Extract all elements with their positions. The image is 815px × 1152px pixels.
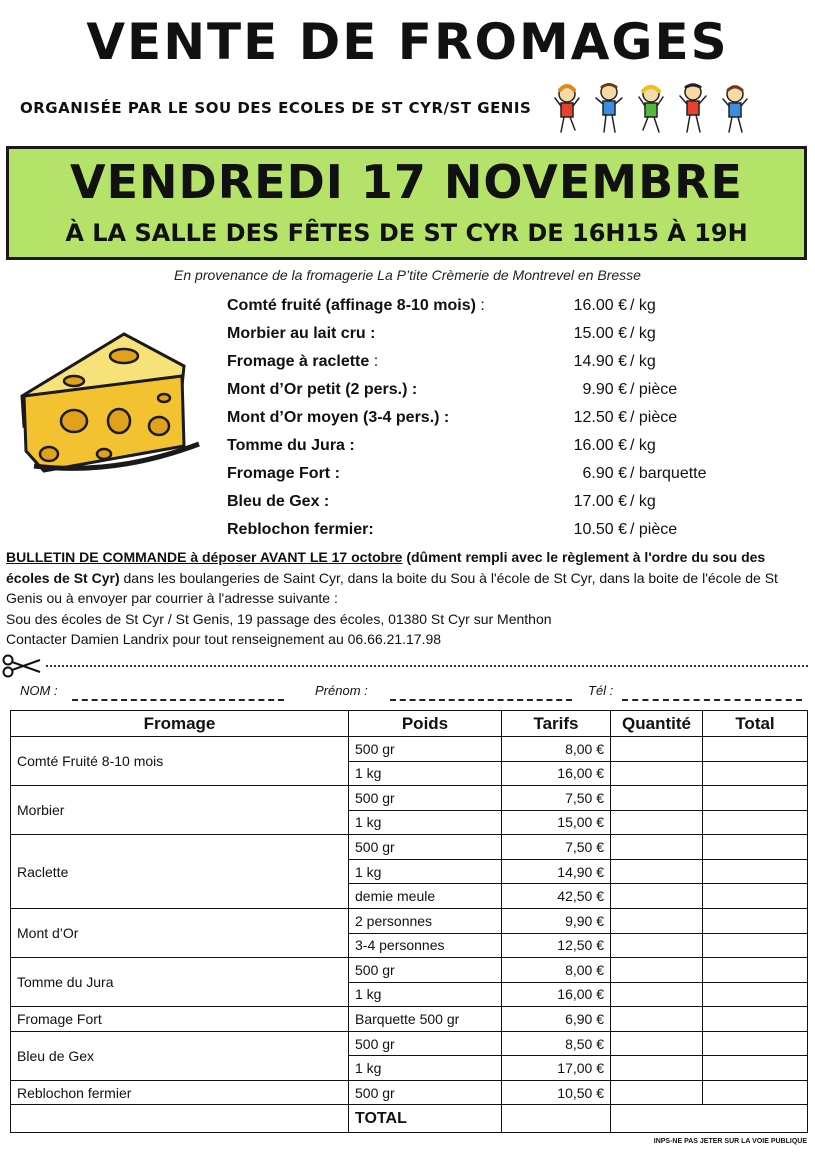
footer-note: INPS-NE PAS JETER SUR LA VOIE PUBLIQUE xyxy=(653,1138,807,1145)
total-cell[interactable] xyxy=(703,1080,808,1105)
cheese-name: Comté fruité (affinage 8-10 mois) : xyxy=(227,297,485,314)
price-unit: / pièce xyxy=(630,381,678,398)
quantity-cell[interactable] xyxy=(611,859,703,884)
prenom-input[interactable] xyxy=(390,697,572,701)
date-banner xyxy=(6,146,807,260)
weight-cell: demie meule xyxy=(349,884,502,909)
price-unit: / kg xyxy=(630,297,656,314)
price-unit: / barquette xyxy=(630,465,707,482)
price-row xyxy=(227,348,747,376)
weight-cell: 3-4 personnes xyxy=(349,933,502,958)
cheese-name-cell: Morbier xyxy=(11,786,349,835)
price-cell: 6,90 € xyxy=(502,1007,611,1032)
table-row xyxy=(11,958,808,983)
tel-label: Tél : xyxy=(588,683,614,698)
price-unit: / pièce xyxy=(630,409,678,426)
cheese-price: 15.00 € xyxy=(573,325,627,342)
cheese-price: 12.50 € xyxy=(573,409,627,426)
order-table-body xyxy=(11,737,808,1133)
weight-cell: 500 gr xyxy=(349,958,502,983)
total-cell[interactable] xyxy=(703,786,808,811)
total-cell[interactable] xyxy=(703,958,808,983)
price-cell: 8,00 € xyxy=(502,958,611,983)
col-tarifs: Tarifs xyxy=(502,711,611,737)
scissors-icon xyxy=(2,654,42,678)
quantity-cell[interactable] xyxy=(611,761,703,786)
weight-cell: 2 personnes xyxy=(349,908,502,933)
quantity-cell[interactable] xyxy=(611,1080,703,1105)
cheese-name: Morbier au lait cru : xyxy=(227,325,376,342)
total-cell[interactable] xyxy=(703,810,808,835)
weight-cell: 1 kg xyxy=(349,761,502,786)
quantity-cell[interactable] xyxy=(611,810,703,835)
cheese-name: Mont d’Or moyen (3-4 pers.) : xyxy=(227,409,450,426)
col-total: Total xyxy=(703,711,808,737)
price-unit: / pièce xyxy=(630,521,678,538)
table-row xyxy=(11,1007,808,1032)
price-row xyxy=(227,376,747,404)
table-header-row xyxy=(11,711,808,737)
price-unit: / kg xyxy=(630,437,656,454)
total-row xyxy=(11,1105,808,1133)
cheese-name: Reblochon fermier: xyxy=(227,521,374,538)
weight-cell: 500 gr xyxy=(349,737,502,762)
price-unit: / kg xyxy=(630,353,656,370)
cheese-name-cell: Mont d’Or xyxy=(11,908,349,957)
event-place-time: À LA SALLE DES FÊTES DE ST CYR DE 16H15 À 19H xyxy=(65,219,748,247)
children-illustration xyxy=(545,80,760,142)
col-fromage: Fromage xyxy=(11,711,349,737)
weight-cell: 500 gr xyxy=(349,786,502,811)
price-cell: 8,00 € xyxy=(502,737,611,762)
quantity-cell[interactable] xyxy=(611,1031,703,1056)
total-empty-cell xyxy=(11,1105,349,1133)
price-cell: 14,90 € xyxy=(502,859,611,884)
cheese-price: 10.50 € xyxy=(573,521,627,538)
price-cell: 17,00 € xyxy=(502,1056,611,1081)
table-row xyxy=(11,737,808,762)
provenance-note: En provenance de la fromagerie La P’tite Crèmerie de Montrevel en Bresse xyxy=(174,267,641,283)
quantity-cell[interactable] xyxy=(611,884,703,909)
cheese-name-cell: Raclette xyxy=(11,835,349,909)
cheese-name-cell: Reblochon fermier xyxy=(11,1080,349,1105)
price-cell: 16,00 € xyxy=(502,982,611,1007)
event-date: VENDREDI 17 NOVEMBRE xyxy=(70,155,743,209)
weight-cell: 500 gr xyxy=(349,835,502,860)
bulletin-deadline: BULLETIN DE COMMANDE à déposer AVANT LE 17 octobre xyxy=(6,549,403,565)
cheese-name-cell: Fromage Fort xyxy=(11,1007,349,1032)
total-cell[interactable] xyxy=(703,835,808,860)
postal-address: Sou des écoles de St Cyr / St Genis, 19 passage des écoles, 01380 St Cyr sur Menthon xyxy=(6,610,552,627)
price-unit: / kg xyxy=(630,325,656,342)
cheese-price: 16.00 € xyxy=(573,297,627,314)
cheese-name: Tomme du Jura : xyxy=(227,437,355,454)
cheese-price: 9.90 € xyxy=(582,381,627,398)
table-row xyxy=(11,1031,808,1056)
price-row xyxy=(227,516,747,544)
organiser-subtitle: ORGANISÉE PAR LE SOU DES ECOLES DE ST CYR/ST GENIS xyxy=(20,99,532,117)
nom-input[interactable] xyxy=(72,697,284,701)
weight-cell: 1 kg xyxy=(349,1056,502,1081)
total-cell[interactable] xyxy=(703,859,808,884)
total-cell[interactable] xyxy=(703,982,808,1007)
weight-cell: 1 kg xyxy=(349,810,502,835)
table-row xyxy=(11,908,808,933)
price-cell: 15,00 € xyxy=(502,810,611,835)
price-cell: 16,00 € xyxy=(502,761,611,786)
price-row xyxy=(227,460,747,488)
total-cell[interactable] xyxy=(703,884,808,909)
quantity-cell[interactable] xyxy=(611,958,703,983)
nom-label: NOM : xyxy=(20,683,58,698)
total-cell[interactable] xyxy=(703,908,808,933)
weight-cell: 500 gr xyxy=(349,1080,502,1105)
page-title: VENTE DE FROMAGES xyxy=(86,13,729,71)
cheese-name: Fromage à raclette : xyxy=(227,353,379,370)
price-row xyxy=(227,292,747,320)
price-cell: 42,50 € xyxy=(502,884,611,909)
weight-cell: 1 kg xyxy=(349,982,502,1007)
grand-total-cell[interactable] xyxy=(611,1105,808,1133)
price-unit: / kg xyxy=(630,493,656,510)
quantity-cell[interactable] xyxy=(611,737,703,762)
cheese-name: Fromage Fort : xyxy=(227,465,340,482)
table-row xyxy=(11,835,808,860)
price-cell: 8,50 € xyxy=(502,1031,611,1056)
cheese-name-cell: Comté Fruité 8-10 mois xyxy=(11,737,349,786)
total-cell[interactable] xyxy=(703,1056,808,1081)
prenom-label: Prénom : xyxy=(315,683,368,698)
weight-cell: 500 gr xyxy=(349,1031,502,1056)
cheese-icon xyxy=(14,326,204,476)
price-row xyxy=(227,320,747,348)
customer-fields xyxy=(0,683,815,705)
quantity-cell[interactable] xyxy=(611,908,703,933)
total-cell[interactable] xyxy=(703,737,808,762)
total-cell[interactable] xyxy=(703,1031,808,1056)
quantity-cell[interactable] xyxy=(611,1007,703,1032)
price-cell: 7,50 € xyxy=(502,786,611,811)
table-row xyxy=(11,1080,808,1105)
total-cell[interactable] xyxy=(703,933,808,958)
cheese-name-cell: Bleu de Gex xyxy=(11,1031,349,1080)
quantity-cell[interactable] xyxy=(611,786,703,811)
cheese-name: Mont d’Or petit (2 pers.) : xyxy=(227,381,418,398)
quantity-cell[interactable] xyxy=(611,933,703,958)
price-row xyxy=(227,488,747,516)
quantity-cell[interactable] xyxy=(611,982,703,1007)
total-cell[interactable] xyxy=(703,1007,808,1032)
drop-off-locations: dans les boulangeries de Saint Cyr, dans la boite du Sou à l'école de St Cyr, dans la boite de l'école de St Genis ou à envoyer par courrier à l'adresse suivante : xyxy=(6,569,778,606)
cheese-price: 14.90 € xyxy=(573,353,627,370)
price-row xyxy=(227,404,747,432)
price-cell: 7,50 € xyxy=(502,835,611,860)
table-row xyxy=(11,786,808,811)
tel-input[interactable] xyxy=(622,697,802,701)
col-poids: Poids xyxy=(349,711,502,737)
total-empty-cell xyxy=(502,1105,611,1133)
cheese-price: 17.00 € xyxy=(573,493,627,510)
col-quantite: Quantité xyxy=(611,711,703,737)
price-list xyxy=(227,292,747,544)
cut-line xyxy=(46,665,808,667)
price-cell: 9,90 € xyxy=(502,908,611,933)
weight-cell: 1 kg xyxy=(349,859,502,884)
order-instructions xyxy=(6,547,806,650)
cheese-price: 16.00 € xyxy=(573,437,627,454)
quantity-cell[interactable] xyxy=(611,1056,703,1081)
price-cell: 10,50 € xyxy=(502,1080,611,1105)
weight-cell: Barquette 500 gr xyxy=(349,1007,502,1032)
contact-line: Contacter Damien Landrix pour tout renseignement au 06.66.21.17.98 xyxy=(6,631,442,647)
total-cell[interactable] xyxy=(703,761,808,786)
quantity-cell[interactable] xyxy=(611,835,703,860)
price-cell: 12,50 € xyxy=(502,933,611,958)
cheese-name: Bleu de Gex : xyxy=(227,493,330,510)
total-label: TOTAL xyxy=(349,1105,502,1133)
order-table xyxy=(10,710,808,1133)
cheese-name-cell: Tomme du Jura xyxy=(11,958,349,1007)
price-row xyxy=(227,432,747,460)
payment-note: (dûment rempli avec le règlement à l'ordre du sou des écoles de St Cyr) xyxy=(6,549,766,586)
cheese-price: 6.90 € xyxy=(582,465,627,482)
